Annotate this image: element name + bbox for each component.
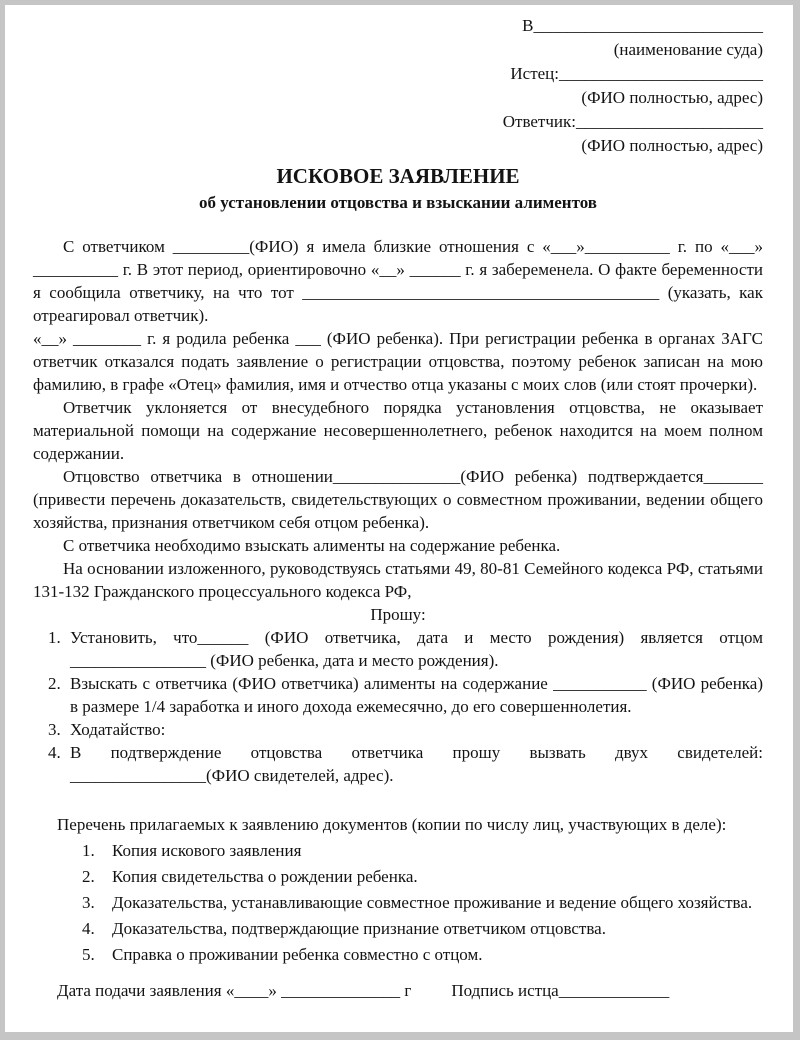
document-page: [5, 5, 793, 1032]
paragraph-legal-basis: На основании изложенного, руководствуясь статьями 49, 80-81 Семейного кодекса РФ, статьями 131-132 Гражданского процессуального кодекса РФ,: [33, 559, 763, 601]
plaintiff-caption: (ФИО полностью, адрес): [581, 88, 763, 107]
filing-date-field: Дата подачи заявления «____» ______________ г: [57, 981, 412, 1000]
paragraph-relationship: С ответчиком _________(ФИО) я имела близкие отношения с «___»__________ г. по «___» __________ г. В этот период, ориентировочно «__» ______ г. я забеременела. О факте беременности я сообщила ответчику, на что тот __________________________________________ (указать, как отреагировал ответчик).: [33, 237, 763, 325]
document-header: [33, 14, 763, 158]
document-body: [33, 235, 763, 1002]
request-item-motion: Ходатайство:: [70, 720, 166, 739]
defendant-field: Ответчик:______________________: [502, 112, 763, 131]
document-footer: [33, 979, 763, 1002]
document-subtitle: об установлении отцовства и взыскании алиментов: [199, 193, 597, 212]
plaintiff-field: Истец:________________________: [510, 64, 763, 83]
attachment-item-claim-copy: Копия искового заявления: [112, 841, 302, 860]
plaintiff-signature-field: Подпись истца_____________: [451, 981, 670, 1000]
request-list: [33, 626, 763, 787]
attachments-list: [33, 839, 763, 966]
attachment-item-birth-certificate: Копия свидетельства о рождении ребенка.: [112, 867, 418, 886]
request-item-collect-alimony: Взыскать с ответчика (ФИО ответчика) алименты на содержание ___________ (ФИО ребенка) в размере 1/4 заработка и иного дохода ежемесячно, до его совершеннолетия.: [70, 674, 763, 716]
paragraph-birth: «__» ________ г. я родила ребенка ___ (ФИО ребенка). При регистрации ребенка в органах ЗАГС ответчик отказался подать заявление о регистрации отцовства, поэтому ребенок записан на мою фамилию, в графе «Отец» фамилия, имя и отчество отца указаны с моих слов (или стоят прочерки).: [33, 329, 763, 394]
request-item-establish-paternity: Установить, что______ (ФИО ответчика, дата и место рождения) является отцом ________________ (ФИО ребенка, дата и место рождения).: [70, 628, 763, 670]
attachments-intro: Перечень прилагаемых к заявлению документов (копии по числу лиц, участвующих в деле):: [57, 815, 727, 834]
paragraph-paternity-proof: Отцовство ответчика в отношении_______________(ФИО ребенка) подтверждается_______ (привести перечень доказательств, свидетельствующих о совместном проживании, ведении общего хозяйства, признания ответчиком себя отцом ребенка).: [33, 467, 763, 532]
defendant-caption: (ФИО полностью, адрес): [581, 136, 763, 155]
request-heading: Прошу:: [370, 605, 426, 624]
request-item-witnesses: В подтверждение отцовства ответчика прошу вызвать двух свидетелей: ________________(ФИО свидетелей, адрес).: [70, 743, 763, 785]
court-name-field: В___________________________: [522, 16, 763, 35]
attachment-item-residence-certificate: Справка о проживании ребенка совместно с отцом.: [112, 945, 483, 964]
paragraph-evasion: Ответчик уклоняется от внесудебного порядка установления отцовства, не оказывает материальной помощи на содержание несовершеннолетнего, ребенок находится на моем полном содержании.: [33, 398, 763, 463]
court-name-caption: (наименование суда): [613, 40, 763, 59]
paragraph-alimony-claim: С ответчика необходимо взыскать алименты на содержание ребенка.: [63, 536, 561, 555]
attachment-item-paternity-evidence: Доказательства, подтверждающие признание ответчиком отцовства.: [112, 919, 606, 938]
document-title: ИСКОВОЕ ЗАЯВЛЕНИЕ: [276, 164, 520, 188]
attachment-item-cohabitation-evidence: Доказательства, устанавливающие совместное проживание и ведение общего хозяйства.: [112, 893, 753, 912]
